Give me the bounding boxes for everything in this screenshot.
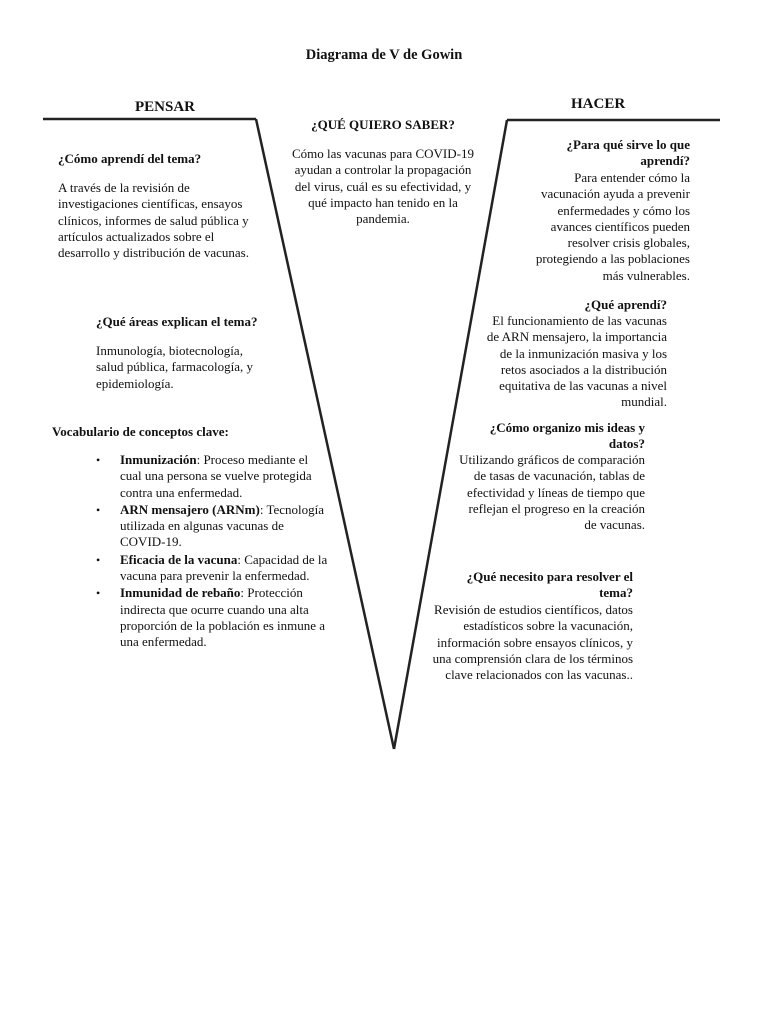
vocab-term: ARN mensajero (ARNm) [120,501,260,517]
left-answer-2: Inmunología, biotecnología, salud pública, farmacología, y epidemiología. [96,343,254,391]
center-question: ¿QUÉ QUIERO SABER? [311,117,455,132]
hacer-heading: HACER [571,96,626,112]
right-answer-4: Revisión de estudios científicos, datos estadísticos sobre la vacunación, información sobre ensayos clínicos, y una comprensión clara de los términos clave relacionados con las vacunas.. [432,602,633,683]
vocab-item [96,501,332,551]
vocab-definition: : Capacidad de la vacuna para prevenir la enfermedad. [120,551,328,584]
diagram-title: Diagrama de V de Gowin [305,47,463,63]
right-question-4: ¿Qué necesito para resolver el tema? [466,569,633,600]
vocab-item [96,585,332,650]
left-question-2: ¿Qué áreas explican el tema? [96,314,258,329]
right-answer-3: Utilizando gráficos de comparación de tasas de vacunación, tablas de efectividad y líneas de tiempo que reflejan el progreso en la creación de vacunas. [459,452,645,533]
bullet-icon: • [96,552,101,567]
vocab-definition: : Proceso mediante el cual una persona se vuelve protegida contra una enfermedad. [120,452,312,500]
right-question-2: ¿Qué aprendí? [584,297,667,312]
left-answer-1: A través de la revisión de investigaciones científicas, ensayos clínicos, informes de salud pública y artículos actualizados sobre el desarrollo y distribución de vacunas. [58,180,249,261]
center-answer: Cómo las vacunas para COVID-19 ayudan a controlar la propagación del virus, cuál es su efectividad, y qué impacto han tenido en la pandemia. [292,146,474,227]
vocab-item [96,452,332,501]
bullet-icon: • [96,502,101,517]
right-question-1: ¿Para qué sirve lo que aprendí? [566,137,690,168]
bullet-icon: • [96,453,101,467]
left-question-1: ¿Cómo aprendí del tema? [58,151,202,166]
right-answer-1: Para entender cómo la vacunación ayuda a prevenir enfermedades y cómo los avances científicos pueden resolver crisis globales, protegiendo a las poblaciones más vulnerables. [535,170,690,283]
right-answer-2: El funcionamiento de las vacunas de ARN mensajero, la importancia de la inmunización masiva y los retos asociados a la distribución equitativa de las vacunas a nivel mundial. [486,313,667,410]
vocab-term: Inmunidad de rebaño [120,585,241,601]
vocab-term: Eficacia de la vacuna [120,551,238,567]
vocab-definition: : Protección indirecta que ocurre cuando una alta proporción de la población es inmune a una enfermedad. [120,585,326,650]
bullet-icon: • [96,586,101,601]
vocab-term: Inmunización [120,452,197,467]
right-question-3: ¿Cómo organizo mis ideas y datos? [489,420,645,451]
vocab-definition: : Tecnología utilizada en algunas vacunas de COVID-19. [120,501,325,550]
pensar-heading: PENSAR [135,99,196,115]
vocab-heading: Vocabulario de conceptos clave: [52,424,229,439]
vocab-list [96,452,332,652]
vocab-item [96,551,332,585]
